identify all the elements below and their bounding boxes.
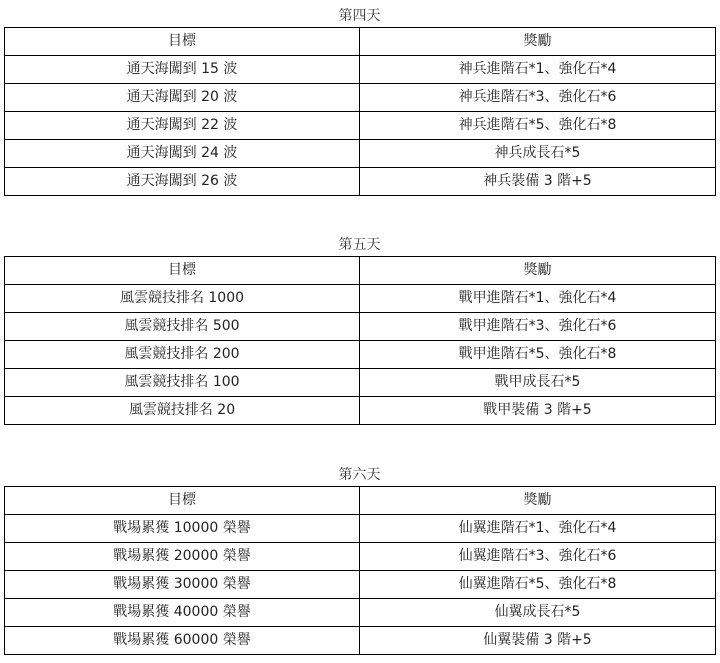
section-title: 第五天 xyxy=(338,237,381,253)
reward-cell: 戰甲進階石*3、強化石*6 xyxy=(360,313,716,341)
reward-column-header: 獎勵 xyxy=(360,28,716,56)
reward-cell: 神兵進階石*5、強化石*8 xyxy=(360,112,716,140)
section-day-6 xyxy=(4,464,715,655)
reward-cell: 戰甲進階石*1、強化石*4 xyxy=(360,285,716,313)
table-header-row xyxy=(5,28,716,56)
table-header-row xyxy=(5,257,716,285)
goal-cell: 戰場累獲 60000 榮譽 xyxy=(5,627,360,655)
reward-column-header: 獎勵 xyxy=(360,487,716,515)
reward-cell: 仙翼裝備 3 階+5 xyxy=(360,627,716,655)
reward-cell: 仙翼成長石*5 xyxy=(360,599,716,627)
goal-cell: 風雲競技排名 1000 xyxy=(5,285,360,313)
reward-column-header: 獎勵 xyxy=(360,257,716,285)
goal-cell: 風雲競技排名 100 xyxy=(5,369,360,397)
goal-column-header: 目標 xyxy=(5,28,360,56)
section-day-5 xyxy=(4,234,715,425)
goal-cell: 戰場累獲 20000 榮譽 xyxy=(5,543,360,571)
section-day-4 xyxy=(4,5,715,196)
reward-cell: 神兵成長石*5 xyxy=(360,140,716,168)
goal-cell: 通天海闖到 26 波 xyxy=(5,168,360,196)
table-row xyxy=(5,515,716,543)
table-header-row xyxy=(5,487,716,515)
goal-cell: 通天海闖到 22 波 xyxy=(5,112,360,140)
reward-cell: 戰甲成長石*5 xyxy=(360,369,716,397)
reward-cell: 戰甲裝備 3 階+5 xyxy=(360,397,716,425)
goal-column-header: 目標 xyxy=(5,487,360,515)
table-row xyxy=(5,84,716,112)
reward-cell: 神兵進階石*3、強化石*6 xyxy=(360,84,716,112)
goal-cell: 風雲競技排名 200 xyxy=(5,341,360,369)
section-title: 第四天 xyxy=(338,8,381,24)
reward-cell: 仙翼進階石*1、強化石*4 xyxy=(360,515,716,543)
reward-cell: 神兵進階石*1、強化石*4 xyxy=(360,56,716,84)
reward-cell: 神兵裝備 3 階+5 xyxy=(360,168,716,196)
table-row xyxy=(5,168,716,196)
table-row xyxy=(5,56,716,84)
table-row xyxy=(5,627,716,655)
table-row xyxy=(5,369,716,397)
reward-cell: 仙翼進階石*3、強化石*6 xyxy=(360,543,716,571)
table-row xyxy=(5,571,716,599)
reward-table xyxy=(4,256,716,425)
goal-column-header: 目標 xyxy=(5,257,360,285)
table-row xyxy=(5,341,716,369)
table-row xyxy=(5,543,716,571)
goal-cell: 戰場累獲 40000 榮譽 xyxy=(5,599,360,627)
reward-cell: 戰甲進階石*5、強化石*8 xyxy=(360,341,716,369)
goal-cell: 戰場累獲 30000 榮譽 xyxy=(5,571,360,599)
table-row xyxy=(5,140,716,168)
goal-cell: 通天海闖到 24 波 xyxy=(5,140,360,168)
goal-cell: 通天海闖到 20 波 xyxy=(5,84,360,112)
goal-cell: 戰場累獲 10000 榮譽 xyxy=(5,515,360,543)
goal-cell: 風雲競技排名 500 xyxy=(5,313,360,341)
section-title: 第六天 xyxy=(338,467,381,483)
table-row xyxy=(5,112,716,140)
goal-cell: 通天海闖到 15 波 xyxy=(5,56,360,84)
table-row xyxy=(5,599,716,627)
reward-cell: 仙翼進階石*5、強化石*8 xyxy=(360,571,716,599)
table-row xyxy=(5,397,716,425)
reward-table xyxy=(4,27,716,196)
table-row xyxy=(5,285,716,313)
table-row xyxy=(5,313,716,341)
goal-cell: 風雲競技排名 20 xyxy=(5,397,360,425)
reward-table xyxy=(4,486,716,655)
